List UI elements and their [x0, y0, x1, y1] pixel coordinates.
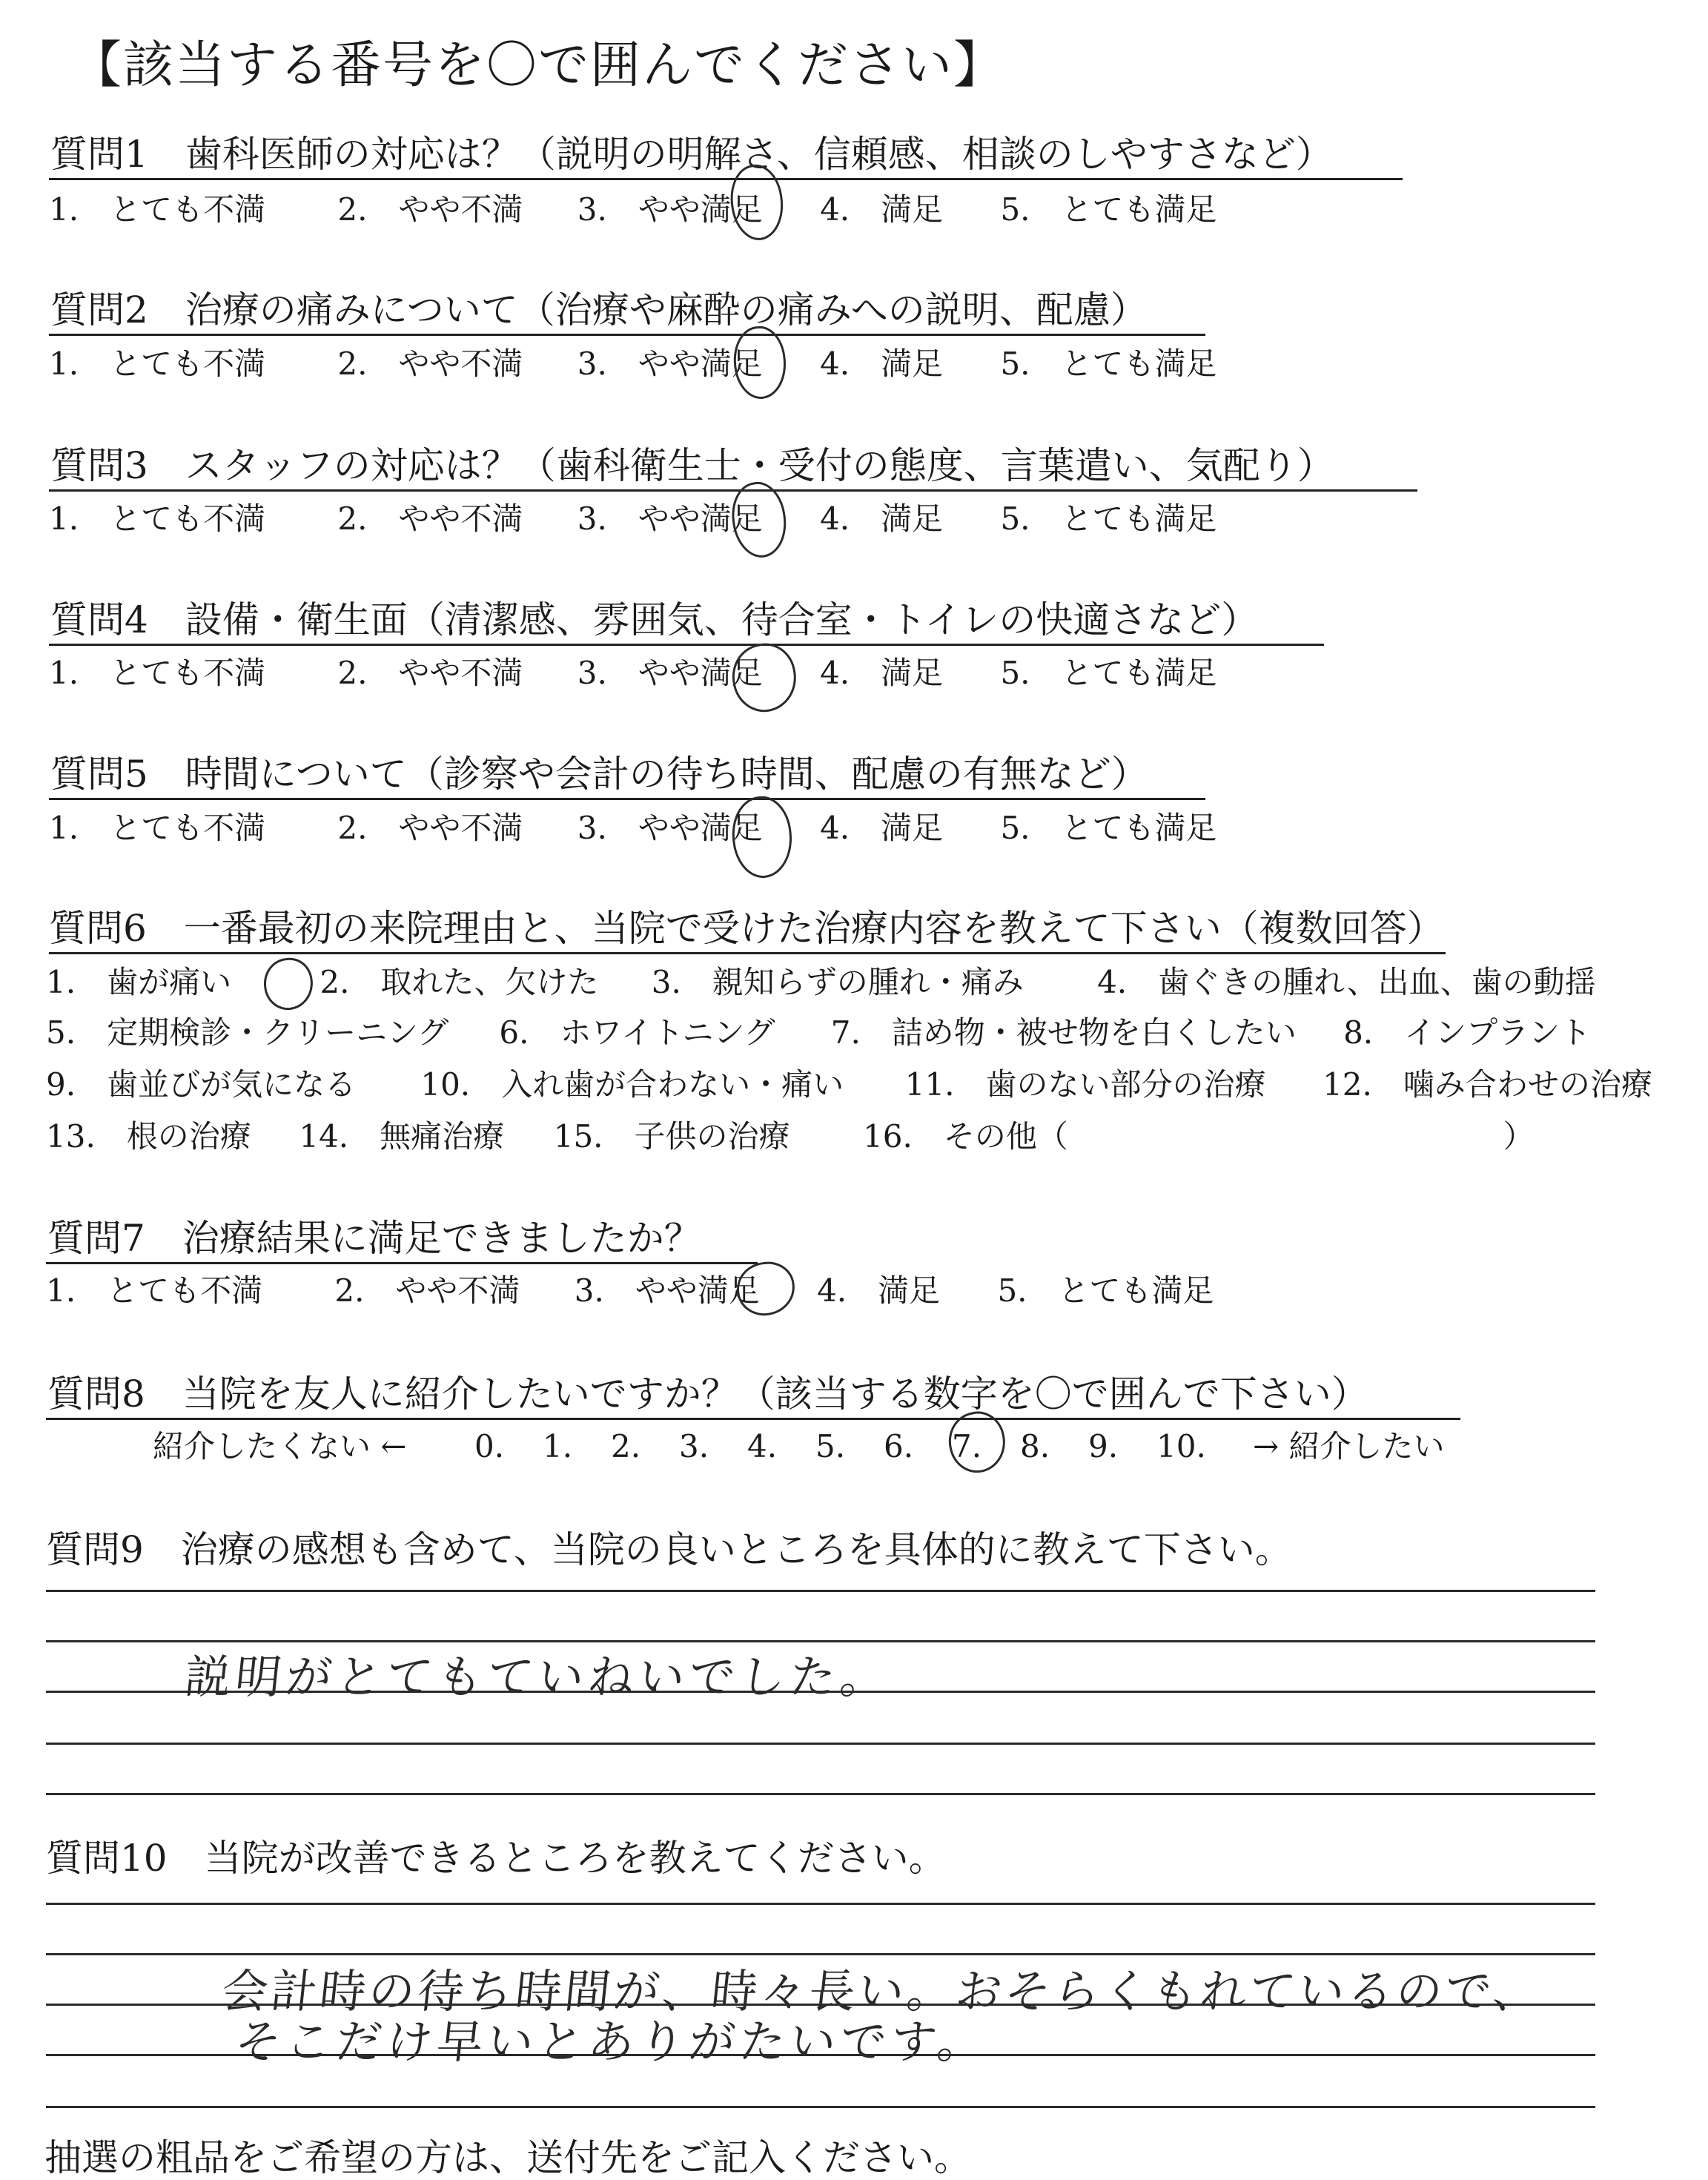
- q9-handwritten-answer: 説明がとてもていねいでした。: [182, 1650, 894, 1704]
- q9-answer-line-4: [46, 1743, 1595, 1745]
- q7-option-1[interactable]: 1. とても不満: [46, 1272, 263, 1309]
- question-9-label: 質問9 治療の感想も含めて、当院の良いところを具体的に教えて下さい。: [46, 1528, 1292, 1571]
- q5-option-2[interactable]: 2. やや不満: [337, 810, 523, 846]
- q8-scale-6[interactable]: 6.: [884, 1428, 914, 1464]
- question-8-underline: [46, 1418, 1460, 1420]
- question-2-label: 質問2 治療の痛みについて（治療や麻酔の痛みへの説明、配慮）: [50, 288, 1148, 331]
- q5-answer-circle: [728, 793, 795, 881]
- question-1-underline: [49, 178, 1403, 180]
- q6-option-12[interactable]: 12. 噛み合わせの治療: [1323, 1066, 1652, 1103]
- q3-option-4[interactable]: 4. 満足: [820, 501, 944, 537]
- q4-option-3[interactable]: 3. やや満足: [577, 655, 763, 691]
- question-4-options: [49, 653, 1217, 693]
- question-6-row-2: [46, 1013, 1591, 1053]
- q6-option-1[interactable]: 1. 歯が痛い: [46, 964, 232, 1000]
- q4-option-4[interactable]: 4. 満足: [820, 655, 944, 691]
- q5-option-4[interactable]: 4. 満足: [820, 810, 944, 846]
- q6-option-11[interactable]: 11. 歯のない部分の治療: [904, 1066, 1266, 1103]
- q8-scale-7[interactable]: 7.: [952, 1428, 982, 1464]
- question-8-label-right: → 紹介したい: [1253, 1428, 1445, 1464]
- question-7-underline: [46, 1262, 758, 1264]
- q8-scale-9[interactable]: 9.: [1088, 1428, 1119, 1464]
- q7-option-3[interactable]: 3. やや満足: [574, 1272, 760, 1309]
- footer-note: 抽選の粗品をご希望の方は、送付先をご記入ください。: [44, 2136, 971, 2179]
- q1-option-5[interactable]: 5. とても満足: [1000, 191, 1217, 228]
- q2-option-2[interactable]: 2. やや不満: [337, 346, 523, 382]
- q6-option-8[interactable]: 8. インプラント: [1343, 1014, 1592, 1051]
- q5-option-3[interactable]: 3. やや満足: [577, 810, 763, 846]
- q1-option-2[interactable]: 2. やや不満: [337, 191, 523, 228]
- q4-option-2[interactable]: 2. やや不満: [337, 655, 523, 691]
- q8-scale-8[interactable]: 8.: [1020, 1428, 1050, 1464]
- q6-option-5[interactable]: 5. 定期検診・クリーニング: [46, 1014, 449, 1051]
- q3-option-1[interactable]: 1. とても不満: [49, 501, 266, 537]
- question-6-label: 質問6 一番最初の来院理由と、当院で受けた治療内容を教えて下さい（複数回答）: [49, 907, 1444, 950]
- q6-option-4[interactable]: 4. 歯ぐきの腫れ、出血、歯の動揺: [1097, 964, 1596, 1000]
- q1-option-4[interactable]: 4. 満足: [820, 191, 944, 228]
- question-3-options: [49, 499, 1217, 539]
- q6-option-9[interactable]: 9. 歯並びが気になる: [46, 1066, 357, 1103]
- q3-option-3[interactable]: 3. やや満足: [577, 501, 763, 537]
- q8-scale-1[interactable]: 1.: [543, 1428, 573, 1464]
- question-2-options: [49, 344, 1217, 384]
- q10-handwritten-answer-line-1: 会計時の待ち時間が、時々長い。おそらくもれているので、: [219, 1964, 1546, 2018]
- question-1-options: [49, 190, 1217, 230]
- q1-option-3[interactable]: 3. やや満足: [577, 191, 763, 228]
- question-6-row-4: [46, 1117, 1534, 1157]
- question-3-label: 質問3 スタッフの対応は？（歯科衛生士・受付の態度、言葉遣い、気配り）: [50, 444, 1334, 487]
- question-3-underline: [49, 489, 1417, 492]
- q8-scale-4[interactable]: 4.: [747, 1428, 778, 1464]
- page-title: 【該当する番号を〇で囲んでください】: [71, 36, 1006, 95]
- question-5-underline: [49, 798, 1205, 800]
- question-7-options: [46, 1271, 1214, 1311]
- question-6-row-3: [46, 1065, 1652, 1105]
- q10-answer-line-5: [46, 2106, 1595, 2108]
- question-7-label: 質問7 治療結果に満足できましたか？: [47, 1217, 701, 1260]
- q7-option-5[interactable]: 5. とても満足: [997, 1272, 1214, 1309]
- q7-option-4[interactable]: 4. 満足: [817, 1272, 941, 1309]
- question-4-underline: [49, 644, 1324, 646]
- q6-option-15[interactable]: 15. 子供の治療: [553, 1118, 790, 1155]
- q2-option-1[interactable]: 1. とても不満: [49, 346, 266, 382]
- q6-option-14[interactable]: 14. 無痛治療: [299, 1118, 505, 1155]
- question-5-label: 質問5 時間について（診察や会計の待ち時間、配慮の有無など）: [50, 753, 1148, 796]
- question-4-label: 質問4 設備・衛生面（清潔感、雰囲気、待合室・トイレの快適さなど）: [50, 598, 1259, 641]
- question-8-scale: [474, 1427, 1216, 1467]
- q3-option-5[interactable]: 5. とても満足: [1000, 501, 1217, 537]
- q5-option-1[interactable]: 1. とても不満: [49, 810, 266, 846]
- q2-option-5[interactable]: 5. とても満足: [1000, 346, 1217, 382]
- question-1-label: 質問1 歯科医師の対応は？（説明の明解さ、信頼感、相談のしやすさなど）: [50, 133, 1333, 176]
- q2-option-3[interactable]: 3. やや満足: [577, 346, 763, 382]
- q7-option-2[interactable]: 2. やや不満: [334, 1272, 520, 1309]
- question-2-underline: [49, 334, 1205, 336]
- q8-scale-10[interactable]: 10.: [1156, 1428, 1206, 1464]
- q1-option-1[interactable]: 1. とても不満: [49, 191, 266, 228]
- question-8-label-left: 紹介したくない ←: [153, 1428, 407, 1464]
- q6-option-2[interactable]: 2. 取れた、欠けた: [320, 964, 599, 1000]
- q6-option-16[interactable]: 16. その他（: [863, 1118, 1068, 1155]
- q2-option-4[interactable]: 4. 満足: [820, 346, 944, 382]
- question-8-label: 質問8 当院を友人に紹介したいですか？（該当する数字を〇で囲んで下さい）: [47, 1373, 1368, 1416]
- q9-answer-line-1: [46, 1590, 1595, 1592]
- q6-option-13[interactable]: 13. 根の治療: [46, 1118, 251, 1155]
- q6-other-close-paren: ）: [1503, 1118, 1535, 1155]
- q6-option-10[interactable]: 10. 入れ歯が合わない・痛い: [420, 1066, 844, 1103]
- q4-answer-circle: [726, 638, 802, 718]
- question-6-underline: [49, 952, 1446, 954]
- q4-option-5[interactable]: 5. とても満足: [1000, 655, 1217, 691]
- question-10-label: 質問10 当院が改善できるところを教えてください。: [46, 1837, 946, 1880]
- q8-scale-5[interactable]: 5.: [815, 1428, 846, 1464]
- q5-option-5[interactable]: 5. とても満足: [1000, 810, 1217, 846]
- q6-option-3[interactable]: 3. 親知らずの腫れ・痛み: [651, 964, 1024, 1000]
- q8-scale-0[interactable]: 0.: [474, 1428, 505, 1464]
- question-5-options: [49, 808, 1217, 848]
- q6-option-7[interactable]: 7. 詰め物・被せ物を白くしたい: [830, 1014, 1297, 1051]
- q4-option-1[interactable]: 1. とても不満: [49, 655, 266, 691]
- q10-handwritten-answer-line-2: そこだけ早いとありがたいです。: [232, 2015, 991, 2069]
- q9-answer-line-5: [46, 1793, 1595, 1795]
- q8-scale-3[interactable]: 3.: [679, 1428, 709, 1464]
- q8-scale-2[interactable]: 2.: [611, 1428, 641, 1464]
- q6-option-6[interactable]: 6. ホワイトニング: [499, 1014, 775, 1051]
- q3-option-2[interactable]: 2. やや不満: [337, 501, 523, 537]
- q10-answer-line-1: [46, 1903, 1595, 1905]
